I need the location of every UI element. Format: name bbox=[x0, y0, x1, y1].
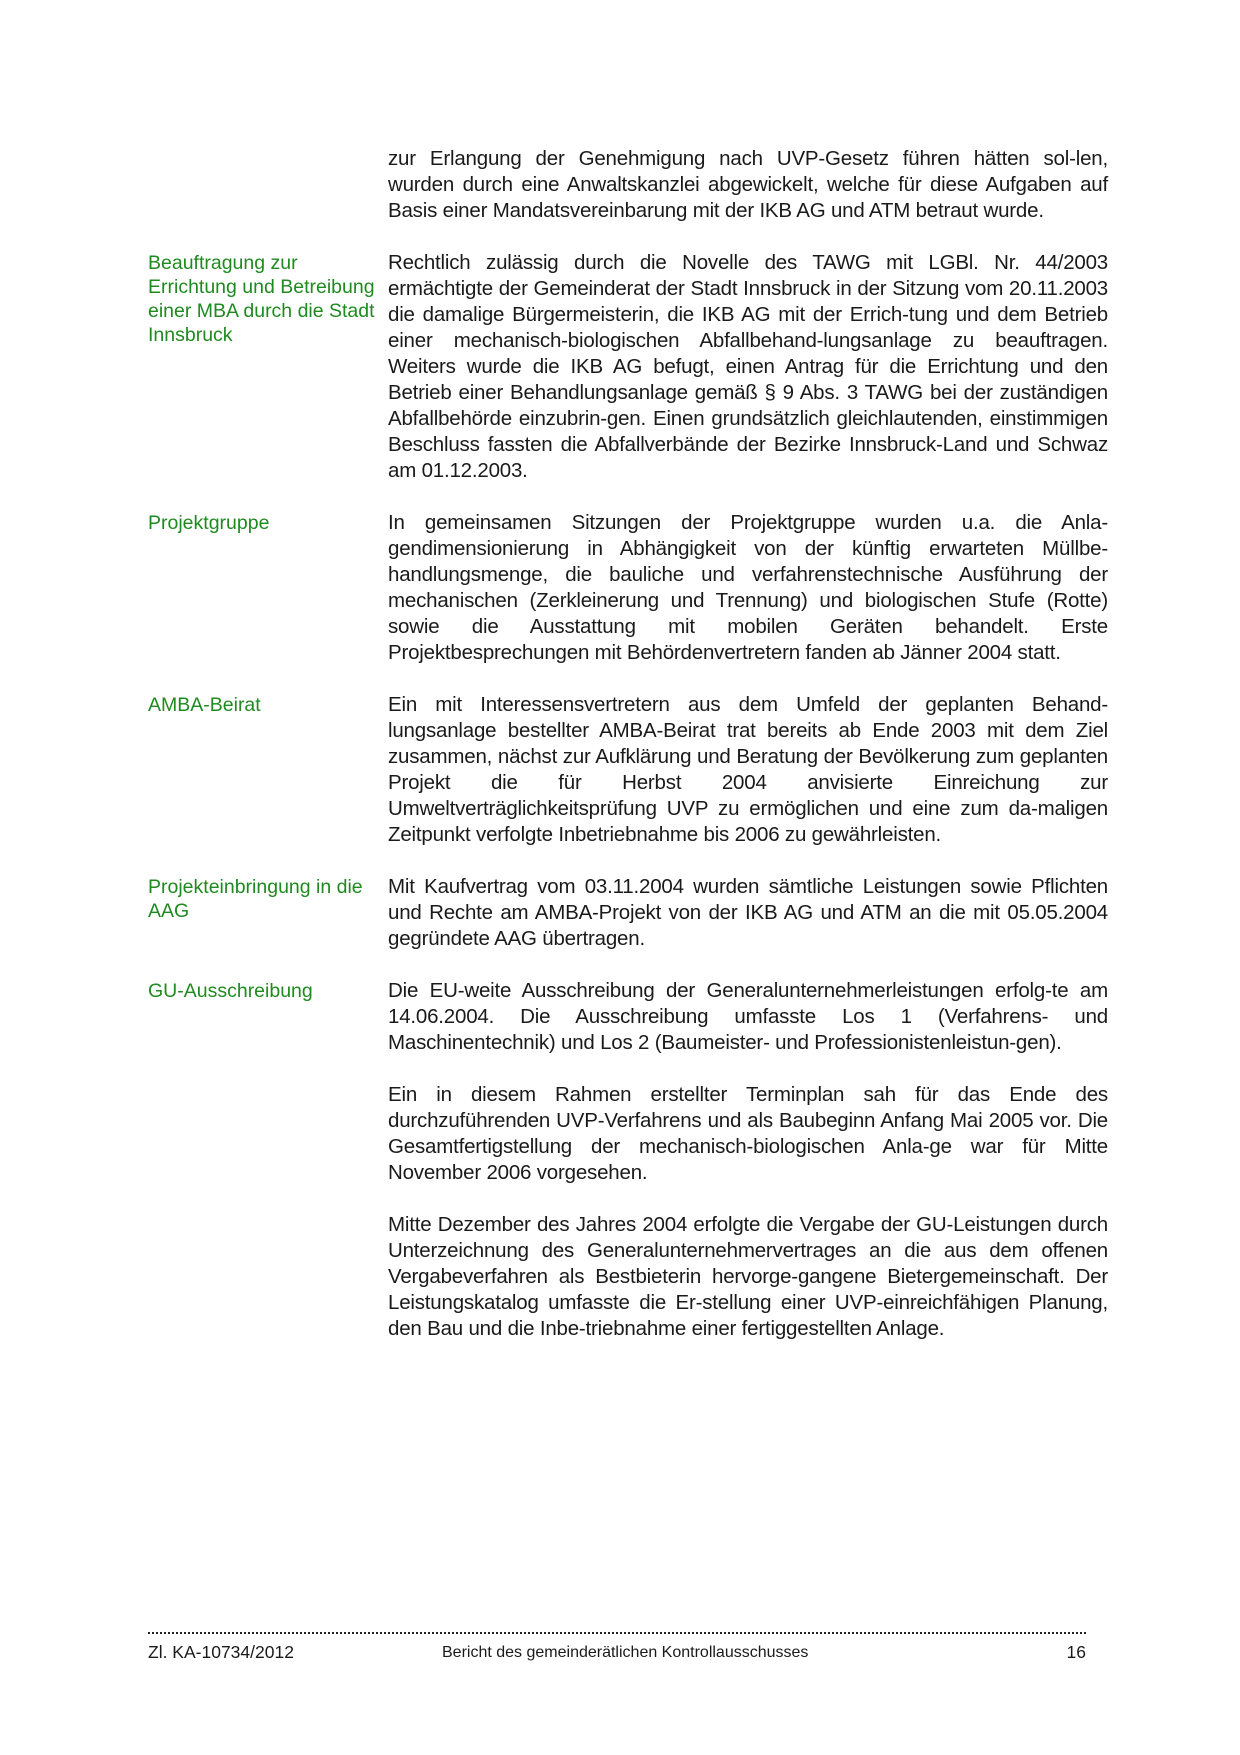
paragraph: Rechtlich zulässig durch die Novelle des TAWG mit LGBl. Nr. 44/2003 ermächtigte der Gemeinderat der Stadt Innsbruck in der Sitzung vom 20.11.2003 die damalige Bürgermeisterin, die IKB AG mit der Errich-tung und dem Betrieb einer mechanisch-biologischen Abfallbehand-lungsanlage zu beauftragen. Weiters wurde die IKB AG befugt, einen Antrag für die Errichtung und den Betrieb einer Behandlungsanlage gemäß § 9 Abs. 3 TAWG bei der zuständigen Abfallbehörde einzubrin-gen. Einen grundsätzlich gleichlautenden, einstimmigen Beschluss fassten die Abfallverbände der Bezirke Innsbruck-Land und Schwaz am 01.12.2003. bbox=[388, 251, 1108, 482]
margin-note: Beauftragung zur Errichtung und Betreibung einer MBA durch die Stadt Innsbruck bbox=[148, 252, 375, 346]
section-body bbox=[388, 692, 1108, 848]
section-projektgruppe bbox=[148, 510, 1108, 666]
margin-note: Projektgruppe bbox=[148, 512, 270, 534]
paragraph: Ein mit Interessensvertretern aus dem Umfeld der geplanten Behand-lungsanlage bestellter AMBA-Beirat trat bereits ab Ende 2003 mit dem Ziel zusammen, nächst zur Aufklärung und Beratung der Bevölkerung zum geplanten Projekt die für Herbst 2004 anvisierte Einreichung zur Umweltverträglichkeitsprüfung UVP zu ermöglichen und eine zum da-maligen Zeitpunkt verfolgte Inbetriebnahme bis 2006 zu gewährleisten. bbox=[388, 693, 1108, 846]
footer-reference: Zl. KA-10734/2012 bbox=[148, 1642, 294, 1662]
margin-note: AMBA-Beirat bbox=[148, 694, 261, 716]
margin-note bbox=[148, 146, 388, 224]
section-intro bbox=[148, 146, 1108, 224]
paragraph: zur Erlangung der Genehmigung nach UVP-Gesetz führen hätten sol-len, wurden durch eine Anwaltskanzlei abgewickelt, welche für diese Aufgaben auf Basis einer Mandatsvereinbarung mit der IKB AG und ATM betraut wurde. bbox=[388, 147, 1108, 222]
paragraph: Mitte Dezember des Jahres 2004 erfolgte die Vergabe der GU-Leistungen durch Unterzeichnung des Generalunternehmervertrages an die aus dem offenen Vergabeverfahren als Bestbieterin hervorge-gangene Bietergemeinschaft. Der Leistungskatalog umfasste die Er-stellung einer UVP-einreichfähigen Planung, den Bau und die Inbe-triebnahme einer fertiggestellten Anlage. bbox=[388, 1213, 1108, 1340]
section-projekteinbringung bbox=[148, 874, 1108, 952]
document-content bbox=[148, 146, 1108, 1368]
margin-note: GU-Ausschreibung bbox=[148, 980, 313, 1002]
footer-dotted-divider bbox=[148, 1632, 1086, 1634]
section-amba-beirat bbox=[148, 692, 1108, 848]
paragraph: Die EU-weite Ausschreibung der Generalunternehmerleistungen erfolg-te am 14.06.2004. Die Ausschreibung umfasste Los 1 (Verfahrens- und Maschinentechnik) und Los 2 (Baumeister- und Professionistenleistun-gen). bbox=[388, 979, 1108, 1054]
section-beauftragung bbox=[148, 250, 1108, 484]
section-body bbox=[388, 874, 1108, 952]
section-body bbox=[388, 978, 1108, 1342]
paragraph: Mit Kaufvertrag vom 03.11.2004 wurden sämtliche Leistungen sowie Pflichten und Rechte am AMBA-Projekt von der IKB AG und ATM an die mit 05.05.2004 gegründete AAG übertragen. bbox=[388, 875, 1108, 950]
margin-note: Projekteinbringung in die AAG bbox=[148, 876, 363, 922]
paragraph: In gemeinsamen Sitzungen der Projektgruppe wurden u.a. die Anla-gendimensionierung in Abhängigkeit von der künftig erwarteten Müllbe-handlungsmenge, die bauliche und verfahrenstechnische Ausführung der mechanischen (Zerkleinerung und Trennung) und biologischen Stufe (Rotte) sowie die Ausstattung mit mobilen Geräten behandelt. Erste Projektbesprechungen mit Behördenvertretern fanden ab Jänner 2004 statt. bbox=[388, 511, 1108, 664]
footer-title: Bericht des gemeinderätlichen Kontrollausschusses bbox=[442, 1644, 809, 1661]
page-footer bbox=[148, 1632, 1086, 1663]
section-body bbox=[388, 250, 1108, 484]
paragraph: Ein in diesem Rahmen erstellter Terminplan sah für das Ende des durchzuführenden UVP-Verfahrens und als Baubeginn Anfang Mai 2005 vor. Die Gesamtfertigstellung der mechanisch-biologischen Anla-ge war für Mitte November 2006 vorgesehen. bbox=[388, 1083, 1108, 1184]
section-gu-ausschreibung bbox=[148, 978, 1108, 1342]
section-body bbox=[388, 146, 1108, 224]
section-body bbox=[388, 510, 1108, 666]
footer-page-number: 16 bbox=[1066, 1642, 1086, 1662]
